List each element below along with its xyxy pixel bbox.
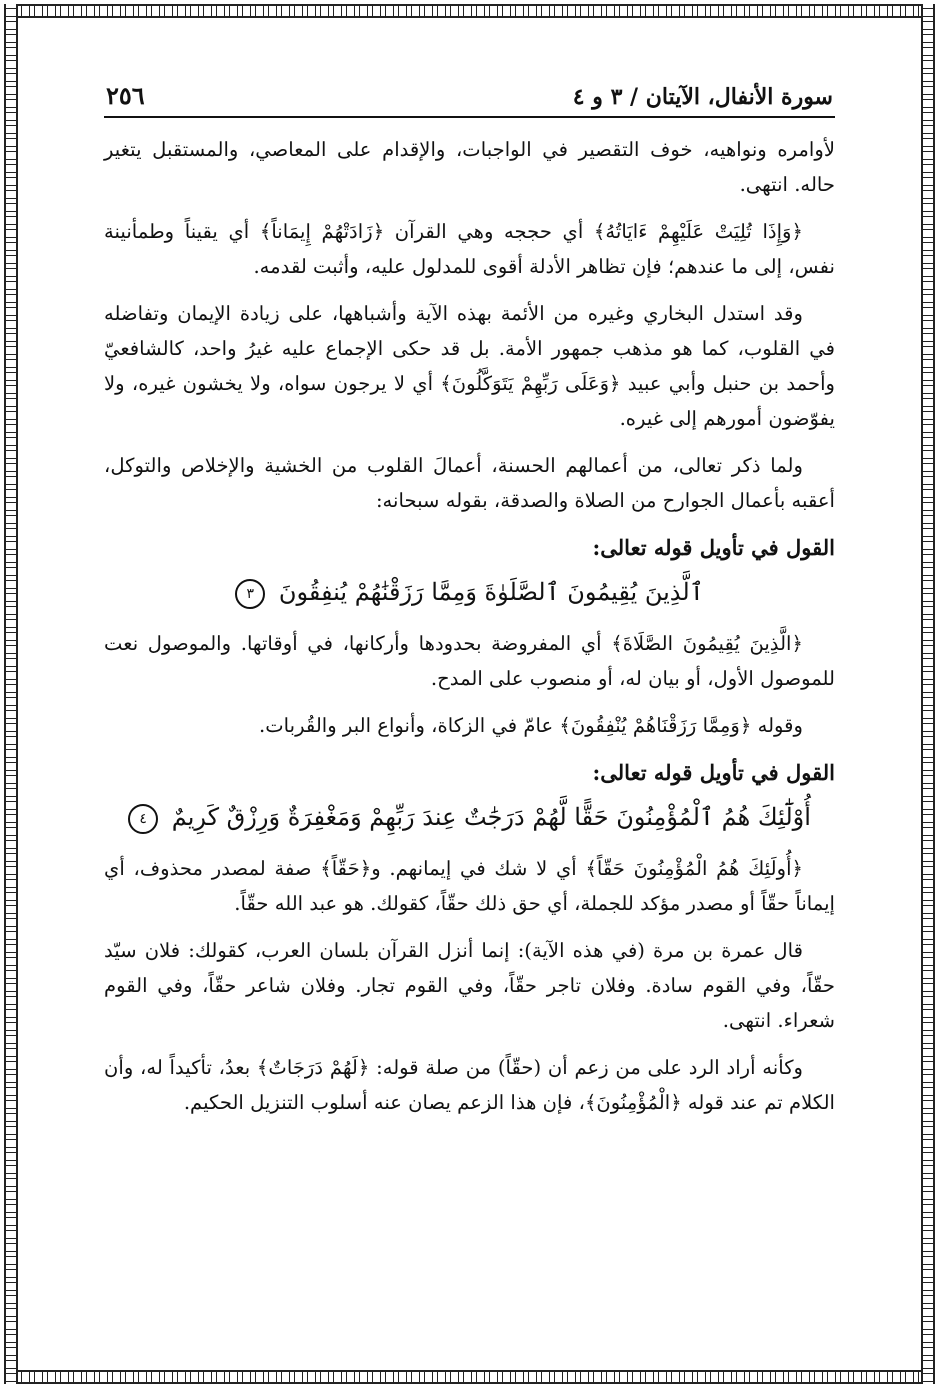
paragraph: ﴿أُولَئِكَ هُمُ الْمُؤْمِنُونَ حَقّاً﴾ أي لا شك في إيمانهم. و﴿حَقّاً﴾ صفة لمصدر محذوف، أي إيماناً حقّاً أو مصدر مؤكد للجملة، أي حق ذلك حقّاً، كقولك. هو عبد الله حقّاً. [104,857,835,915]
ornamental-border-bottom [4,1370,935,1384]
page-number: ٢٥٦ [106,81,145,110]
quran-verse [104,568,835,616]
ornamental-border-right [921,4,935,1384]
paragraph: ﴿الَّذِينَ يُقِيمُونَ الصَّلَاةَ﴾ أي المفروضة بحدودها وأركانها، في أوقاتها. والموصول نعت للموصول الأول، أو بيان له، أو منصوب على المدح. [104,632,835,690]
ornamental-border-left [4,4,18,1384]
section-heading: القول في تأويل قوله تعالى: [592,760,835,785]
section-heading: القول في تأويل قوله تعالى: [592,535,835,560]
page-header [104,72,835,118]
verse-text: أُوْلَٰٓئِكَ هُمُ ٱلْمُؤْمِنُونَ حَقًّا لَّهُمْ دَرَجَٰتٌ عِندَ رَبِّهِمْ وَمَغْفِرَةٌ وَرِزْقٌ كَرِيمٌ [171,803,811,831]
running-title: سورة الأنفال، الآيتان / ٣ و ٤ [572,84,833,110]
page-body [104,132,835,1120]
paragraph: ﴿وَإِذَا تُلِيَتْ عَلَيْهِمْ ءَايَاتُهُ﴾ أي حججه وهي القرآن ﴿زَادَتْهُمْ إِيمَاناً﴾ أي يقيناً وطمأنينة نفس، إلى ما عندهم؛ فإن تظاهر الأدلة أقوى للمدلول عليه، وأثبت لقدمه. [104,220,835,278]
ornamental-border-top [4,4,935,18]
paragraph: وقد استدل البخاري وغيره من الأئمة بهذه الآية وأشباهها، على زيادة الإيمان وتفاضله في القلوب، كما هو مذهب جمهور الأمة. بل قد حكى الإجماع عليه غيرُ واحد، كالشافعيّ وأحمد بن حنبل وأبي عبيد ﴿وَعَلَى رَبِّهِمْ يَتَوَكَّلُونَ﴾ أي لا يرجون سواه، ولا يخشون غيره، ولا يفوّضون أمورهم إلى غيره. [104,302,835,430]
verse-text: ٱلَّذِينَ يُقِيمُونَ ٱلصَّلَوٰةَ وَمِمَّا رَزَقْنَٰهُمْ يُنفِقُونَ [278,578,704,606]
page-content [104,72,835,1348]
paragraph: ولما ذكر تعالى، من أعمالهم الحسنة، أعمالَ القلوب من الخشية والإخلاص والتوكل، أعقبه بأعمال الجوارح من الصلاة والصدقة، بقوله سبحانه: [104,454,835,512]
verse-number: ٤ [128,804,158,834]
verse-number: ٣ [235,579,265,609]
paragraph: قال عمرة بن مرة (في هذه الآية): إنما أنزل القرآن بلسان العرب، كقولك: فلان سيّد حقّاً، وفي القوم سادة. وفلان تاجر حقّاً، وفي القوم تجار. وفلان شاعر حقّاً، وفي القوم شعراء. انتهى. [104,939,835,1032]
paragraph: وقوله ﴿وَمِمَّا رَزَقْنَاهُمْ يُنْفِقُونَ﴾ عامّ في الزكاة، وأنواع البر والقُربات. [259,714,803,737]
quran-verse [104,793,835,841]
paragraph: لأوامره ونواهيه، خوف التقصير في الواجبات، والإقدام على المعاصي، والمستقبل يتغير حاله. انتهى. [104,138,835,196]
paragraph: وكأنه أراد الرد على من زعم أن (حقّاً) من صلة قوله: ﴿لَهُمْ دَرَجَاتٌ﴾ بعدُ، تأكيداً له، وأن الكلام تم عند قوله ﴿الْمُؤْمِنُونَ﴾، فإن هذا الزعم يصان عنه أسلوب التنزيل الحكيم. [104,1056,835,1114]
